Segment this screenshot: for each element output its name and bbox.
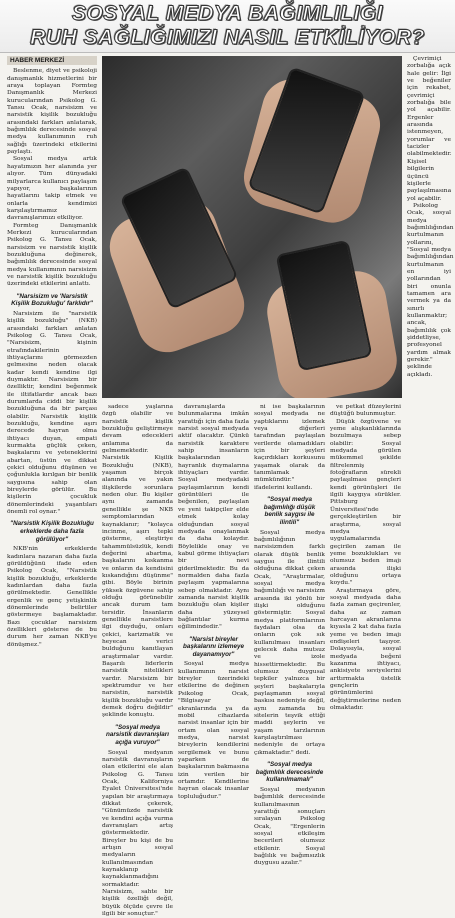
paragraph: ni ise başkalarının sosyal medyada ne yaptıklarını izlemek veya diğerleri tarafından paylaşılan verilerde olamadıkları için bir şeyleri kaçırdıkları korkusunu yaşamak olarak da tanımlamak mümkündür." ifadelerini kullandı.: [254, 404, 325, 491]
headline-line-1: SOSYAL MEDYA BAĞIMLILIĞI: [71, 2, 384, 25]
paragraph: ve petkat düzeylerini düştüğü bulunmuştur.: [330, 404, 401, 418]
column-2: [102, 404, 173, 918]
paragraph: Düşük özgüvene ve yeme alışkanlıklarında bozulmaya sebep olabilir: Sosyal medyada görülen mükemmel şekilde filtrelenmiş fotoğrafların sürekli paylaşılması gençleri kendi görünüşleri ile ilgili kaygıya sürükler. Pittsburg Üniversitesi'nde gerçekleştirilen bir araştırma, sosyal medya uygulamalarında geçirilen zaman ile yeme bozuklukları ve olumsuz beden imajı arasında ilişki olduğunu ortaya koydu.": [330, 418, 401, 587]
paragraph: davranışlarda bulunmalarına imkân yarattığı için daha fazla narsist sosyal medyada aktif olacaktır. Çünkü narsistik karaktere sahip insanların başkalarından hayranlık duymalarına ihtiyaçları vardır. Sosyal medyadaki paylaşımlarının kendi görüntüleri ile beğenilen, paylaşılan ve yeni takipçiler elde etmek kolay olduğundan sosyal medyada onaylanmak da daha kolaydır. Böylelikle onay ve kabul görme ihtiyaçları bir nevi giderilmektedir. Bu da normalden daha fazla paylaşım yapmalarına sebep olmaktadır. Aynı zamanda narsist kişilik bozukluğu olan kişiler daha yüzeysel bağlantılar kurma eğilimindedir.": [178, 404, 249, 631]
paragraph: Psikolog Ocak, sosyal medya bağımlılığından kurtulmanın yollarını, "Sosyal medya bağımlılığından kurtulmanın en iyi yollarından biri onunla tamamen ara vermek ya da sınırlı kullanmaktır; ancak, bağımlılık çok şiddetliyse, profesyonel yardım almak gerekir." şeklinde açıkladı.: [407, 202, 454, 378]
column-6: [407, 56, 454, 379]
byline: HABER MERKEZİ: [7, 56, 97, 65]
paragraph: Sosyal medya kullanımının narsist bireyler üzerindeki etkilerine de değinen Psikolog Ocak, "Bilgisayar ekranlarında ya da mobil cihazlarda narsist insanlar için bir ortam olan sosyal medya, narsist bireylerin kendilerini sergilemek ve bunu yaparken de başkalarının bakmasına izin verilen bir ortamdır. Kendilerine hayran olacak insanlar topluluğudur.": [178, 661, 249, 800]
subheading: "Sosyal medya narsistik davranışları açığa vuruyor": [105, 723, 169, 746]
paragraph: NKB'nin erkeklerde kadınlara nazaran daha fazla görüldüğünü ifade eden Psikolog Ocak, "Narsistik kişilik bozukluğu, erkeklerde kadınlardan daha fazla görülmektedir. Genellikle ergenlik ve genç yetişkinlik dönemlerinde belirtiler göstermeye başlamaktadır. Bazı çocuklar narsisizm özellikleri gösterse de bu durum her zaman NKB'ye dönüşmez.": [7, 546, 97, 648]
headline: [0, 0, 455, 53]
headline-line-2: RUH SAĞLIĞIMIZI NASIL ETKİLİYOR?: [30, 26, 425, 49]
column-3: [178, 404, 249, 801]
paragraph: Sosyal medyanın bağımlılık derecesinde kullanılmasının yarattığı sonuçları sıralayan Psikolog Ocak, "Ergenlerin sosyal etkileşim becerileri olumsuz etkilenir. Sosyal bağlılık ve bağımsızlık duygusu azalır.": [254, 786, 325, 867]
paragraph: Sosyal medya bağımlılığının narsisizmden farklı olarak düşük benlik saygısı ile ilintili olduğuna dikkat çeken Ocak, "Araştırmalar, sosyal medya bağımlılığı ve narsisizm arasında iki yönlü bir ilişki olduğunu göstermiştir. Sosyal medya platformlarının faydaları olsa da onların çok sık kullanılması insanları gelecek daha mutsuz ve izole hissettirmektedir. Bu olumsuz duygusal tepkiler yalnızca bir şeyleri başkalarıyla paylaşmanın sosyal baskısı nedeniyle değil, aynı zamanda bu sitelerin teşvik ettiği maddi şeylerin ve yaşam tarzlarının karşılaştırılması nedeniyle de ortaya çıkmaktadır." dedi.: [254, 529, 325, 756]
paragraph: Sosyal medyanın narsistik davranışların olan etkilerini ele alan Psikolog G. Tansu Ocak, Kaliforniya Eyalet Üniversitesi'nde yapılan bir araştırmaya dikkat çekerek, "Günümüzde narsistik ve kendini açığa vurma davranışları artış göstermektedir. Bireyler bu kişi de bu artışın sosyal medyaların kullanılmasından kaynaklanıp kaynaklanmadığını sormaktadır. Narsisizm, sahte bir kişilik özelliği değil, büyük ölçüde çevre ile ilgili bir sonuçtur.": [102, 749, 173, 918]
paragraph: Sosyal medya artık hayatımızın her alanında yer alıyor. Tüm dünyadaki milyarlarca kullanıcı paylaşım yapıyor, başkalarının hayatlarını takip etmek ve onlarla kendimizi karşılaştırmamız davranışlarımızı etkiliyor.: [7, 156, 97, 222]
column-4: [254, 404, 325, 868]
subheading: "Sosyal medya bağımlılığı düşük benlik saygısı ile ilintili": [263, 496, 316, 526]
paragraph: Formteg Danışmanlık Merkezi kurucularından Psikolog G. Tansu Ocak, narsisizm ve narsistik kişilik bozukluğuna değinerek, bağımlılık derecesinde sosyal medya kullanımının narsisizm ve narsistik kişilik bozukluğu üzerindeki etkilerini anlattı.: [7, 222, 97, 288]
subheading: "Sosyal medya bağımlılık derecesinde kullanılmamalı": [255, 761, 324, 784]
paragraph: Narsisizm ile "narsistik kişilik bozukluğu" (NKB) arasındaki farkları anlatan Psikolog G. Tansu Ocak, "Narsisizm, kişinin etrafındakilerinin ihtiyaçlarını görmezden gelmesine neden olacak kadar kendi kendine ilgi duymaktır. Narsisizm bir özelliktir, kendini beğenmek ile iltifatlardır ancak bazı durumlarda ciddi bir kişilik bozukluğuna da bir parçası olabilir. Narsistik kişilik bozukluğu, kendine aşırı derecede hayran olma ihtiyacı duyan, empati kurmakta güçlük çeken, başkalarını ve yeteneklerini abartan, üstün ve dikkat çekici olduğunu düşünen ve çoğunlukla kırılgan bir benlik saygısına sahip olan bireylerde görülür. Bu kişilerin çocukluk dönemlerindeki yaşantıları önemli rol oynar.": [7, 310, 97, 516]
column-1: [7, 56, 97, 649]
paragraph: sadece yaşlarına özgü olabilir ve narsistik kişilik bozukluğu geliştirmeye devam edecekleri anlamına da gelmemektedir. Narsistik Kişilik Bozukluğu (NKB), yaşamın birçok alanında ve yakın ilişkilerde sorunlara neden olur. Bu kişiler aynı zamanda genellikle şe NKB semptomlarından kaynaklanır; "kolayca incinme, aşırı tepki gösterme, eleştiriye tahammülsüzlük, kendi değerini abartma, başkalarını kıskanma ve onların da kendisini kıskandığını düşünme" gibi. Böyle birinin yüksek özgüvene sahip olduğu görünebilir ancak durum tam tersidir. İnsanların genellikle narsistlere ilgi duyduğu, onları çekici, karizmatik ve heyecan verici bulduğunu kanıtlayan araştırmalar vardır. Başarılı liderlerin narsistik nitelikleri vardır. Narsisizm bir spektrumdur ve her narsistin, narsistik kişilik bozukluğu vardır demek doğru değildir" şeklinde konuştu.: [102, 404, 173, 719]
paragraph: Araştırmaya göre, sosyal medyada daha fazla zaman geçirenler, daha az zaman harcayan akranlarına kıyasla 2 kat daha fazla yeme ve beden imajı endişeleri taşıyor. Dolayısıyla, sosyal medyada beğeni kazanma ihtiyacı, ankisiyete seviyelerini arttırmakta üstelik gençlerin görünümlerini değiştirmelerine neden olmaktadır.: [330, 587, 401, 712]
smartphone-hands-photo: [102, 56, 402, 398]
paragraph: Beslenme, diyet ve psikoloji danışmanlık hizmetlerini bir araya toplayan Formteg Danışmanlık Merkezi kurucularından Psikolog G. Tansu Ocak, narsisizm ve narsistik kişilik bozukluğu arasındaki farkları anlatarak, bağımlılık derecesinde sosyal medya kullanımının ruh sağlığı üzerindeki etkilerini paylaştı.: [7, 68, 97, 156]
subheading: "Narsist bireyler başkalarını izlemeye dayanamıyor": [183, 635, 244, 658]
column-5: [330, 404, 401, 712]
subheading: "Narsisizm ve 'Narsistik Kişilik Bozukluğu' farklıdır": [11, 292, 93, 308]
paragraph: Çevrimiçi zorbalığa açık hale gelir: İlgi ve beğeniler için rekabet, çevrimiçi zorbalığa bile yol açabilir. Ergenler arasında istenmeyen, yorumlar ve tacizler olabilmektedir. Kişisel bilgilerin üçüncü kişilerle paylaşılmasına yol açabilir.: [407, 56, 452, 202]
subheading: "Narsistik Kişilik Bozukluğu erkeklerde daha fazla görülüyor": [10, 520, 94, 543]
